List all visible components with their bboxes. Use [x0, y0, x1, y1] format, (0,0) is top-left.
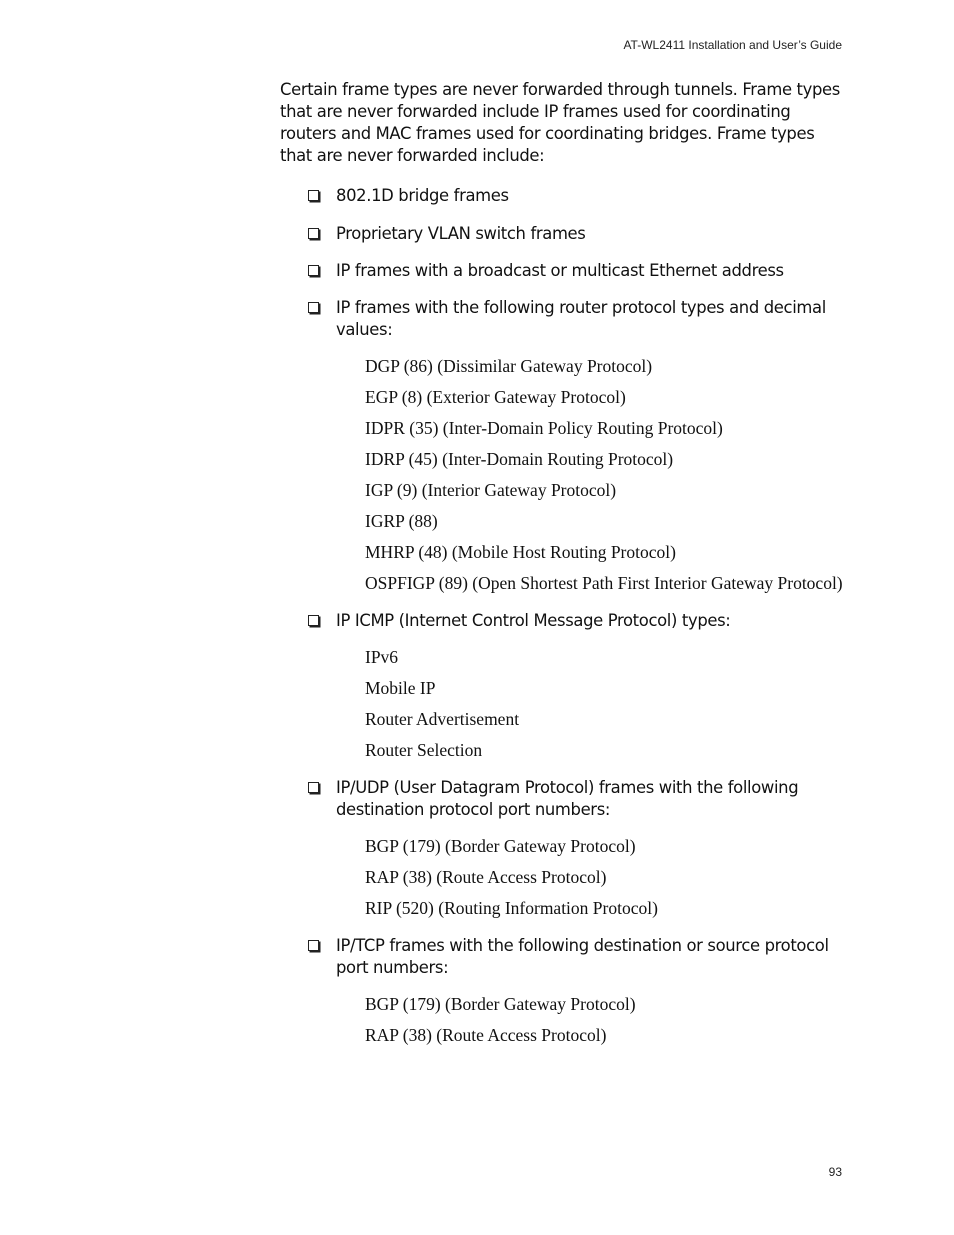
sub-item: DGP (86) (Dissimilar Gateway Protocol) [365, 356, 653, 376]
sub-item: Router Advertisement [365, 709, 520, 729]
sub-item: IGRP (88) [365, 511, 438, 531]
sub-item: IGP (9) (Interior Gateway Protocol) [365, 480, 617, 500]
list-item [280, 297, 845, 341]
intro-paragraph: Certain frame types are never forwarded through tunnels. Frame types that are never forwarded include IP frames used for coordinating routers and MAC frames used for coordinating bridges. Frame types that are never forwarded include: [280, 80, 840, 165]
sub-item: IDPR (35) (Inter-Domain Policy Routing Protocol) [365, 418, 723, 438]
checkbox-bullet-icon [308, 940, 319, 951]
page-content [280, 79, 845, 1062]
sub-item: OSPFIGP (89) (Open Shortest Path First Interior Gateway Protocol) [365, 573, 843, 593]
bullet-text: 802.1D bridge frames [336, 186, 509, 205]
list-item [280, 777, 845, 821]
list-item [280, 935, 845, 979]
sub-item: BGP (179) (Border Gateway Protocol) [365, 836, 636, 856]
sub-item: MHRP (48) (Mobile Host Routing Protocol) [365, 542, 676, 562]
bullet-text: IP ICMP (Internet Control Message Protocol) types: [336, 611, 731, 630]
icmp-type-list [280, 646, 845, 761]
checkbox-bullet-icon [308, 782, 319, 793]
sub-item: EGP (8) (Exterior Gateway Protocol) [365, 387, 626, 407]
checkbox-bullet-icon [308, 302, 319, 313]
bullet-text: IP/TCP frames with the following destination or source protocol port numbers: [336, 936, 829, 977]
bullet-text: Proprietary VLAN switch frames [336, 224, 586, 243]
bullet-text: IP frames with the following router protocol types and decimal values: [336, 298, 826, 339]
page-number: 93 [828, 1165, 842, 1179]
checkbox-bullet-icon [308, 190, 319, 201]
sub-item: IPv6 [365, 647, 399, 667]
list-item [280, 185, 845, 207]
sub-item: RAP (38) (Route Access Protocol) [365, 1025, 607, 1045]
router-protocol-list [280, 355, 845, 594]
checkbox-bullet-icon [308, 228, 319, 239]
sub-item: BGP (179) (Border Gateway Protocol) [365, 994, 636, 1014]
sub-item: RAP (38) (Route Access Protocol) [365, 867, 607, 887]
bullet-text: IP frames with a broadcast or multicast Ethernet address [336, 261, 784, 280]
checkbox-bullet-icon [308, 615, 319, 626]
sub-item: IDRP (45) (Inter-Domain Routing Protocol) [365, 449, 674, 469]
sub-item: Router Selection [365, 740, 483, 760]
running-header: AT-WL2411 Installation and User’s Guide [623, 38, 842, 52]
list-item [280, 223, 845, 245]
udp-port-list [280, 835, 845, 919]
tcp-port-list [280, 993, 845, 1046]
list-item [280, 610, 845, 632]
checkbox-bullet-icon [308, 265, 319, 276]
list-item [280, 260, 845, 282]
sub-item: Mobile IP [365, 678, 436, 698]
sub-item: RIP (520) (Routing Information Protocol) [365, 898, 658, 918]
bullet-text: IP/UDP (User Datagram Protocol) frames with the following destination protocol port numbers: [336, 778, 799, 819]
